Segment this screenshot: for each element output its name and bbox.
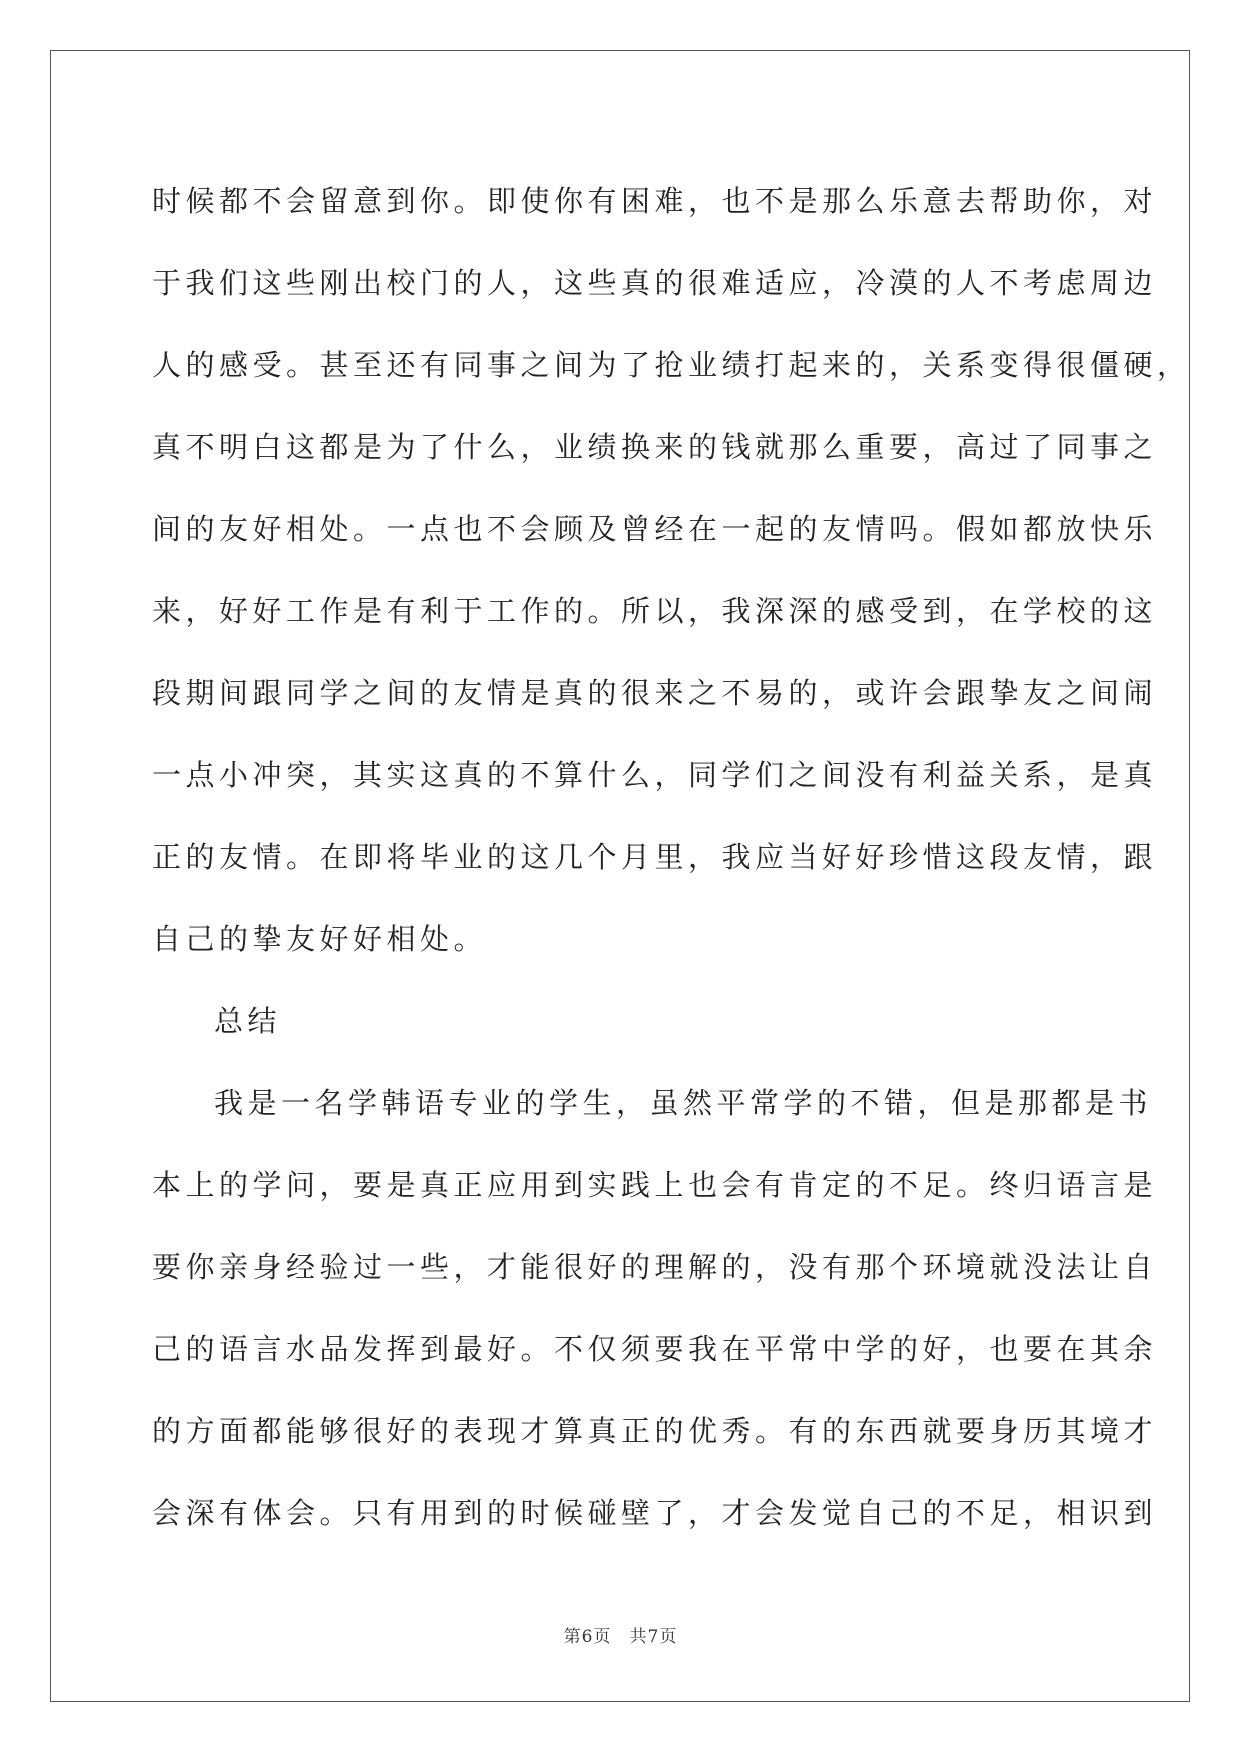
text-line: 己的语言水品发挥到最好。不仅须要我在平常中学的好，也要在其余 bbox=[152, 1332, 1158, 1366]
page-number: 第6页 bbox=[563, 1627, 612, 1647]
text-line: 于我们这些刚出校门的人，这些真的很难适应，冷漠的人不考虑周边 bbox=[152, 266, 1158, 300]
text-line: 真不明白这都是为了什么，业绩换来的钱就那么重要，高过了同事之 bbox=[152, 430, 1158, 464]
text-line: 本上的学问，要是真正应用到实践上也会有肯定的不足。终归语言是 bbox=[152, 1168, 1158, 1202]
text-line: 来，好好工作是有利于工作的。所以，我深深的感受到，在学校的这 bbox=[152, 594, 1158, 628]
document-body bbox=[152, 160, 1191, 1554]
text-line: 间的友好相处。一点也不会顾及曾经在一起的友情吗。假如都放快乐 bbox=[152, 512, 1158, 546]
page-footer bbox=[0, 1622, 1241, 1647]
text-line: 的方面都能够很好的表现才算真正的优秀。有的东西就要身历其境才 bbox=[152, 1414, 1158, 1448]
section-heading: 总结 bbox=[214, 1004, 282, 1038]
text-line: 一点小冲突，其实这真的不算什么，同学们之间没有利益关系，是真 bbox=[152, 758, 1158, 792]
text-line: 人的感受。甚至还有同事之间为了抢业绩打起来的，关系变得很僵硬， bbox=[152, 348, 1191, 382]
page-total: 共7页 bbox=[629, 1627, 678, 1647]
text-line: 自己的挚友好好相处。 bbox=[152, 922, 488, 956]
text-line: 我是一名学韩语专业的学生，虽然平常学的不错，但是那都是书 bbox=[214, 1086, 1153, 1120]
text-line: 要你亲身经验过一些，才能很好的理解的，没有那个环境就没法让自 bbox=[152, 1250, 1158, 1284]
text-line: 段期间跟同学之间的友情是真的很来之不易的，或许会跟挚友之间闹 bbox=[152, 676, 1158, 710]
text-line: 时候都不会留意到你。即使你有困难，也不是那么乐意去帮助你，对 bbox=[152, 184, 1158, 218]
text-line: 会深有体会。只有用到的时候碰壁了，才会发觉自己的不足，相识到 bbox=[152, 1496, 1158, 1530]
text-line: 正的友情。在即将毕业的这几个月里，我应当好好珍惜这段友情，跟 bbox=[152, 840, 1158, 874]
